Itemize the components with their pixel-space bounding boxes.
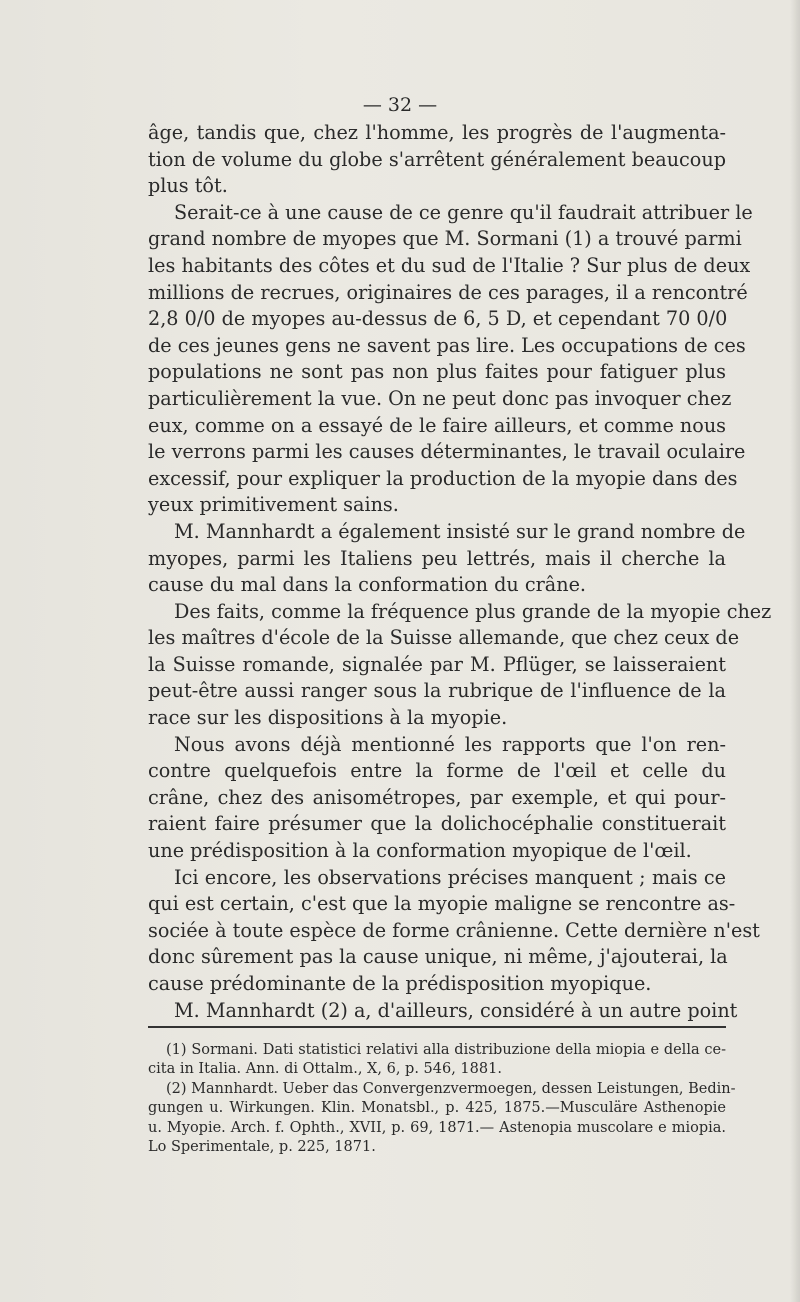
body-line: cause prédominante de la prédisposition myopique.: [148, 972, 652, 995]
body-line: Nous avons déjà mentionné les rapports que l'on ren-: [174, 732, 726, 756]
body-line: race sur les dispositions à la myopie.: [148, 706, 508, 730]
body-line: excessif, pour expliquer la production de la myopie dans des: [148, 466, 738, 490]
body-line: le verrons parmi les causes déterminantes, le travail oculaire: [148, 440, 746, 464]
body-line: cause du mal dans la conformation du crâne.: [148, 573, 587, 597]
footnotes: [148, 1041, 736, 1157]
body-line: eux, comme on a essayé de le faire ailleurs, et comme nous: [148, 413, 727, 437]
body-line: M. Mannhardt (2) a, d'ailleurs, considéré à un autre point: [174, 998, 738, 1022]
page-edge-shadow: [790, 0, 800, 1302]
body-line: millions de recrues, originaires de ces parages, il a rencontré: [148, 280, 748, 304]
body-line: sociée à toute espèce de forme crânienne. Cette dernière n'est: [148, 918, 760, 942]
body-line: particulièrement la vue. On ne peut donc pas invoquer chez: [148, 386, 732, 410]
body-line: M. Mannhardt a également insisté sur le grand nombre de: [174, 519, 746, 543]
body-line: tion de volume du globe s'arrêtent généralement beaucoup: [148, 147, 726, 171]
footnote-line: u. Myopie. Arch. f. Ophth., XVII, p. 69, 1871.— Astenopia muscolare e miopia.: [148, 1119, 726, 1136]
footnote-line: (2) Mannhardt. Ueber das Convergenzvermoegen, dessen Leistungen, Bedin-: [166, 1080, 736, 1097]
footnote-line: Lo Sperimentale, p. 225, 1871.: [148, 1139, 376, 1156]
body-text: [148, 120, 772, 1024]
body-line: 2,8 0/0 de myopes au-dessus de 6, 5 D, et cependant 70 0/0: [148, 307, 728, 331]
body-line: populations ne sont pas non plus faites pour fatiguer plus: [148, 360, 726, 384]
body-line: myopes, parmi les Italiens peu lettrés, mais il cherche la: [148, 546, 726, 570]
body-line: yeux primitivement sains.: [148, 493, 399, 517]
body-line: les maîtres d'école de la Suisse allemande, que chez ceux de: [148, 626, 740, 650]
footnote-rule: [148, 1026, 726, 1028]
body-line: contre quelquefois entre la forme de l'œil et celle du: [148, 759, 726, 783]
page-number: — 32 —: [362, 94, 438, 116]
body-line: Des faits, comme la fréquence plus grande de la myopie chez: [174, 599, 772, 623]
footnote-line: gungen u. Wirkungen. Klin. Monatsbl., p. 425, 1875.—Musculäre Asthenopie: [148, 1100, 726, 1117]
body-line: la Suisse romande, signalée par M. Pflüger, se laisseraient: [148, 652, 726, 676]
body-line: de ces jeunes gens ne savent pas lire. Les occupations de ces: [148, 333, 746, 357]
body-line: peut-être aussi ranger sous la rubrique de l'influence de la: [148, 679, 726, 703]
body-line: donc sûrement pas la cause unique, ni même, j'ajouterai, la: [148, 945, 728, 969]
body-line: raient faire présumer que la dolichocéphalie constituerait: [148, 812, 726, 836]
body-line: les habitants des côtes et du sud de l'Italie ? Sur plus de deux: [148, 253, 751, 277]
body-line: âge, tandis que, chez l'homme, les progrès de l'augmenta-: [148, 121, 726, 144]
body-line: plus tôt.: [148, 174, 228, 198]
body-line: Ici encore, les observations précises manquent ; mais ce: [174, 865, 726, 889]
body-line: Serait-ce à une cause de ce genre qu'il faudrait attribuer le: [174, 200, 753, 224]
body-line: qui est certain, c'est que la myopie maligne se rencontre as-: [148, 892, 736, 916]
footnote-line: cita in Italia. Ann. di Ottalm., X, 6, p. 546, 1881.: [148, 1061, 502, 1078]
body-line: grand nombre de myopes que M. Sormani (1) a trouvé parmi: [148, 227, 742, 251]
body-line: crâne, chez des anisométropes, par exemple, et qui pour-: [148, 785, 726, 809]
body-line: une prédisposition à la conformation myopique de l'œil.: [148, 839, 692, 863]
footnote-line: (1) Sormani. Dati statistici relativi alla distribuzione della miopia e della ce-: [166, 1042, 726, 1058]
